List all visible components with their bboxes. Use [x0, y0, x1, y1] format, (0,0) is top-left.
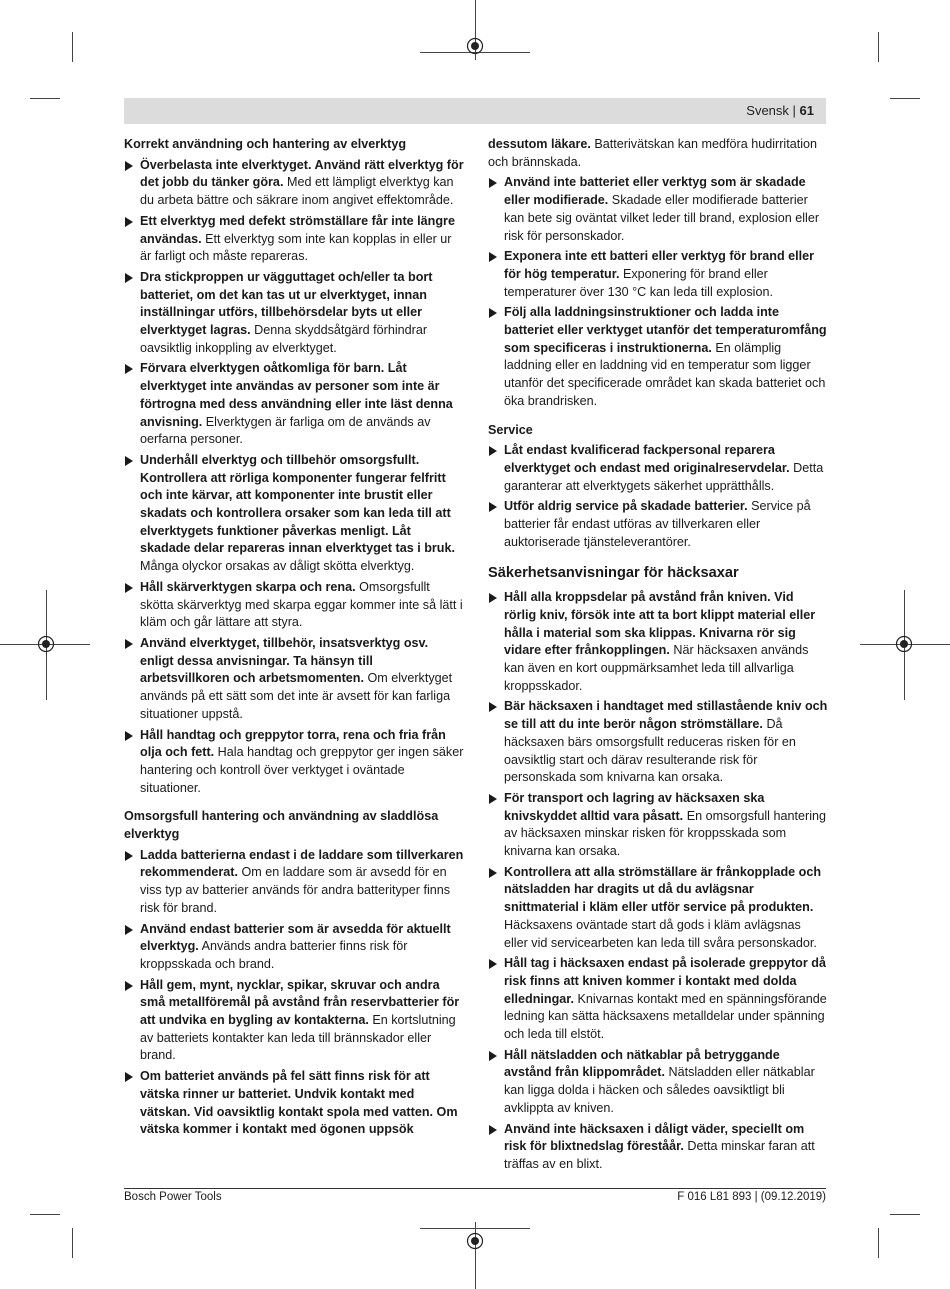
header-text: Svensk | 61 — [746, 103, 814, 118]
bullet-list — [124, 847, 464, 1139]
item-normal-text: Ett elverktyg som inte kan kopplas in eller ur är farligt och måste repareras. — [140, 231, 452, 264]
footer-brand: Bosch Power Tools — [124, 1191, 222, 1203]
item-normal-text: Många olyckor orsakas av dåligt skötta elverktyg. — [140, 559, 415, 574]
item-normal-text: Elverktygen är farliga om de används av oerfarna personer. — [140, 414, 431, 447]
bullet-triangle-icon — [489, 502, 497, 512]
bullet-triangle-icon — [125, 731, 133, 741]
item-bold-text: Överbelasta inte elverktyget. Använd rätt elverktyg för det jobb du tänker göra. — [140, 157, 464, 190]
list-item — [124, 579, 464, 632]
bullet-triangle-icon — [489, 308, 497, 318]
footer-doc-id: F 016 L81 893 | (09.12.2019) — [677, 1191, 826, 1203]
bullet-triangle-icon — [125, 639, 133, 649]
item-bold-text: Håll alla kroppsdelar på avstånd från kniven. Vid rörlig kniv, försök inte att ta bort klippt material eller hålla i material som ska klippas. Knivarna rör sig vidare efter frånkopplingen. — [504, 590, 816, 658]
bullet-list — [488, 589, 828, 1174]
list-item — [124, 452, 464, 576]
bullet-triangle-icon — [125, 273, 133, 283]
crop-mark — [878, 1228, 879, 1258]
right-column — [488, 136, 828, 1177]
item-normal-text: Med ett lämpligt elverktyg kan du arbeta bättre och säkrare inom angivet effektområde. — [140, 175, 454, 208]
header-language: Svensk — [746, 103, 789, 118]
bullet-list — [488, 174, 828, 410]
section-title: Säkerhetsanvisningar för häcksaxar — [488, 565, 739, 582]
list-item — [488, 955, 828, 1044]
list-item — [124, 157, 464, 210]
item-bold-text: Följ alla laddningsinstruktioner och ladda inte batteriet eller verktyget utanför det temperaturomfång som specificeras i instruktionerna. — [504, 305, 827, 355]
item-normal-text: Service på batterier får endast utföras av tillverkaren eller auktoriserade tjänsteleverantörer. — [504, 499, 811, 549]
bullet-triangle-icon — [489, 1051, 497, 1061]
bullet-triangle-icon — [125, 925, 133, 935]
item-bold-text: Använd endast batterier som är avsedda för aktuellt elverktyg. — [140, 921, 451, 954]
item-bold-text: Ladda batterierna endast i de laddare som tillverkaren rekommenderat. — [140, 847, 464, 880]
page-number: 61 — [799, 103, 814, 118]
bullet-triangle-icon — [489, 178, 497, 188]
list-item — [488, 698, 828, 787]
list-item — [488, 442, 828, 495]
crop-mark — [878, 32, 879, 62]
item-bold-text: Håll tag i häcksaxen endast på isolerade greppytor då risk finns att kniven kommer i kontakt med dolda elledningar. — [504, 956, 826, 1006]
item-bold-text: Utför aldrig service på skadade batterier. — [504, 499, 748, 514]
bullet-list — [488, 442, 828, 551]
list-item — [488, 864, 828, 953]
bullet-triangle-icon — [489, 702, 497, 712]
list-item — [488, 174, 828, 245]
bullet-triangle-icon — [125, 583, 133, 593]
item-normal-text: Detta garanterar att elverktygets säkerhet upprätthålls. — [504, 460, 824, 493]
page-header — [124, 98, 826, 124]
item-bold-text: Bär häcksaxen i handtaget med stillastående kniv och se till att du inte berör någon strömställare. — [504, 699, 828, 732]
list-item — [488, 790, 828, 861]
item-bold-text: Använd elverktyget, tillbehör, insatsverktyg osv. enligt dessa anvisningar. Ta hänsyn till arbetsvillkoren och arbetsmomenten. — [140, 635, 429, 686]
section-title: Omsorgsfull hantering och användning av sladdlösa elverktyg — [124, 809, 439, 842]
list-item — [488, 304, 828, 410]
item-normal-text: Denna skyddsåtgärd förhindrar oavsiktlig inkoppling av elverktyget. — [140, 323, 428, 355]
list-item — [124, 213, 464, 266]
item-bold-text: Om batteriet används på fel sätt finns risk för att vätska rinner ur batteriet. Undvik kontakt med vätskan. Vid oavsiktlig kontakt spola med vatten. Om vätska kommer i kontakt med ögonen uppsök — [140, 1069, 458, 1137]
item-bold-text: Förvara elverktygen oåtkomliga för barn. Låt elverktyget inte användas av personer som inte är förtrogna med dess användning eller inte läst denna anvisning. — [140, 361, 453, 429]
list-item — [488, 1047, 828, 1118]
item-normal-text: Då häcksaxen bärs omsorgsfullt reduceras risken för en oavsiktlig start och därav resulterande risk för personskada som knivarna kan orsaka. — [504, 717, 796, 785]
item-bold-text: Håll skärverktygen skarpa och rena. — [140, 579, 356, 594]
bullet-triangle-icon — [489, 794, 497, 804]
item-bold-text: Låt endast kvalificerad fackpersonal reparera elverktyget och endast med originalreservdelar. — [504, 443, 790, 475]
section-title: Service — [488, 422, 533, 437]
item-bold-text: Håll nätsladden och nätkablar på betryggande avstånd från klippområdet. — [504, 1047, 780, 1080]
left-column — [124, 136, 464, 1142]
bullet-triangle-icon — [125, 981, 133, 991]
item-normal-text: Detta minskar faran att träffas av en blixt. — [504, 1139, 815, 1171]
crop-mark — [890, 98, 920, 99]
list-item — [124, 977, 464, 1066]
item-normal-text: Omsorgsfullt skötta skärverktyg med skarpa eggar kommer inte så lätt i kläm och går lättare att styra. — [140, 579, 463, 630]
registration-mark-icon — [465, 36, 485, 56]
continuation-text: dessutom läkare. Batterivätskan kan medföra hudirritation och brännskada. — [488, 137, 818, 169]
list-item — [124, 269, 464, 358]
item-normal-text: När häcksaxen används kan även en kort ouppmärksamhet leda till allvarliga kroppsskador. — [504, 643, 809, 693]
list-item — [488, 498, 828, 551]
bullet-triangle-icon — [489, 252, 497, 262]
item-bold-text: Kontrollera att alla strömställare är frånkopplade och nätsladden har dragits ut då du avlägsnar snittmaterial i kläm eller utför service på produkten. — [504, 864, 822, 915]
crop-mark — [30, 1214, 60, 1215]
item-bold-text: Använd inte häcksaxen i dåligt väder, speciellt om risk för blixtnedslag föreståår. — [504, 1121, 805, 1154]
bullet-triangle-icon — [489, 446, 497, 456]
item-normal-text: Skadade eller modifierade batterier kan bete sig oväntat vilket leder till brand, explosion eller risk för personskador. — [504, 193, 820, 243]
list-item — [124, 847, 464, 918]
crop-mark — [420, 1228, 530, 1229]
bullet-triangle-icon — [125, 851, 133, 861]
item-bold-text: Håll gem, mynt, nycklar, spikar, skruvar och andra små metallföremål på avstånd från reservbatterier för att undvika en bygling av kontakterna. — [140, 977, 460, 1028]
registration-mark-icon — [36, 634, 56, 654]
bullet-triangle-icon — [489, 1125, 497, 1135]
bullet-triangle-icon — [125, 161, 133, 171]
item-normal-text: Hala handtag och greppytor ger ingen säker hantering och kontroll över verktyget i oväntade situationer. — [140, 745, 464, 795]
crop-mark — [72, 32, 73, 62]
bullet-triangle-icon — [125, 217, 133, 227]
item-bold-text: Dra stickproppen ur vägguttaget och/eller ta bort batteriet, om det kan tas ut ur elverktyget, innan inställningar utförs, tillbehörsdelar byts ut eller elverktyget lagras. — [140, 269, 433, 338]
item-bold-text: Ett elverktyg med defekt strömställare får inte längre användas. — [140, 213, 455, 246]
footer-divider — [124, 1188, 826, 1189]
section-title: Korrekt användning och hantering av elverktyg — [124, 137, 407, 151]
bullet-triangle-icon — [125, 1072, 133, 1082]
crop-mark — [30, 98, 60, 99]
item-normal-text: Används andra batterier finns risk för kroppsskada och brand. — [140, 939, 408, 971]
item-normal-text: Om elverktyget används på ett sätt som det inte är avsett för kan farliga situationer uppstå. — [140, 671, 453, 721]
list-item — [488, 248, 828, 301]
item-normal-text: Knivarnas kontakt med en spänningsförande ledning kan sätta häcksaxens metalldelar under spänning och leda till elstöt. — [504, 991, 827, 1042]
bullet-triangle-icon — [489, 959, 497, 969]
item-bold-text: Håll handtag och greppytor torra, rena och fria från olja och fett. — [140, 727, 446, 760]
list-item — [488, 1121, 828, 1174]
list-item — [124, 360, 464, 449]
item-normal-text: Häcksaxens oväntade start då gods i kläm avlägsnas eller vid servicearbeten kan leda till svåra personskador. — [504, 917, 817, 950]
item-normal-text: Exponering för brand eller temperaturer över 130 °C kan leda till explosion. — [504, 266, 773, 299]
crop-mark — [890, 1214, 920, 1215]
list-item — [124, 1068, 464, 1139]
crop-mark — [72, 1228, 73, 1258]
item-bold-text: Använd inte batteriet eller verktyg som är skadade eller modifierade. — [504, 175, 806, 208]
list-item — [124, 635, 464, 724]
bullet-triangle-icon — [125, 456, 133, 466]
item-bold-text: Exponera inte ett batteri eller verktyg för brand eller för hög temperatur. — [504, 249, 815, 281]
list-item — [124, 727, 464, 798]
item-normal-text: En kortslutning av batteriets kontakter kan leda till brännskador eller brand. — [140, 1013, 456, 1063]
bullet-triangle-icon — [489, 593, 497, 603]
item-normal-text: Nätsladden eller nätkablar kan ligga dolda i häcken och således oavsiktligt bli avklippta av kniven. — [504, 1065, 815, 1115]
bullet-list — [124, 157, 464, 798]
list-item — [488, 589, 828, 695]
registration-mark-icon — [465, 1231, 485, 1251]
item-normal-text: En olämplig laddning eller en laddning vid en temperatur som ligger utanför det specificerade området kan skada batteriet och öka brandrisken. — [504, 340, 826, 408]
item-bold-text: Underhåll elverktyg och tillbehör omsorgsfullt. Kontrollera att rörliga komponenter fungerar felfritt och inte kärvar, att komponenter inte brustit eller skadats och kontrollera orsaker som kan leda till att elverktygets funktioner påverkas menligt. Låt skadade delar repareras innan elverktyget tas i bruk. — [140, 452, 455, 556]
item-normal-text: En omsorgsfull hantering av häcksaxen minskar risken för kroppsskada som knivarna kan orsaka. — [504, 808, 826, 859]
item-normal-text: Om en laddare som är avsedd för en viss typ av batterier används för andra batterityper finns risk för brand. — [140, 865, 451, 915]
bullet-triangle-icon — [489, 868, 497, 878]
list-item — [124, 921, 464, 974]
item-bold-text: För transport och lagring av häcksaxen ska knivskyddet alltid vara påsatt. — [504, 790, 765, 823]
registration-mark-icon — [894, 634, 914, 654]
bullet-triangle-icon — [125, 364, 133, 374]
